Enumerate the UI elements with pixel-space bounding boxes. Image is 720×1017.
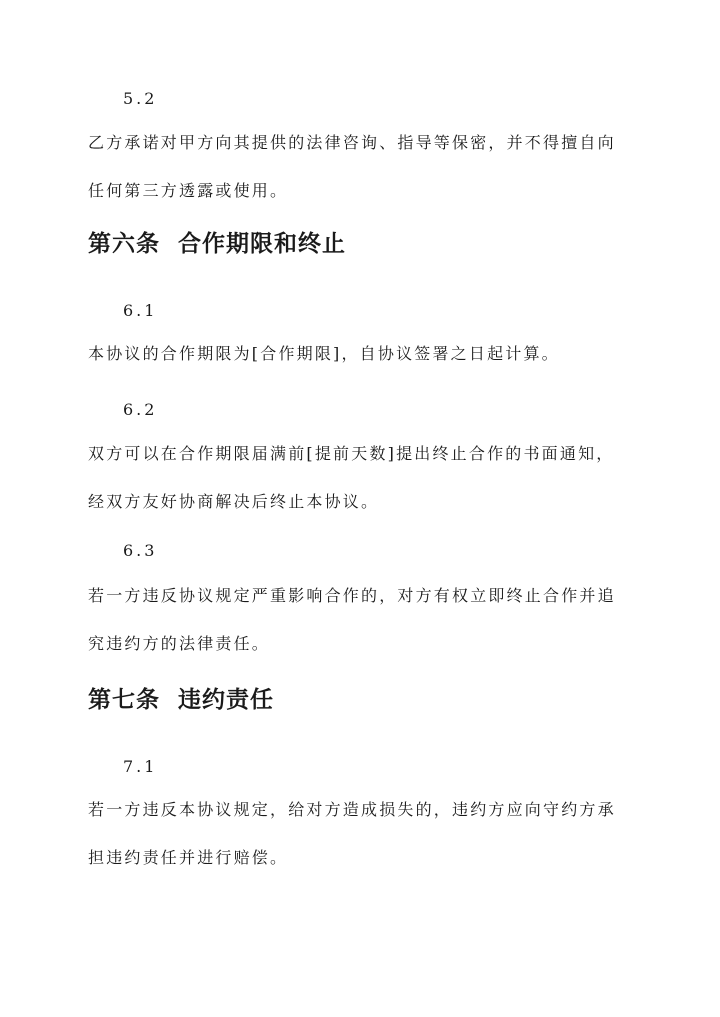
clause-text-6-2: [88, 430, 648, 526]
clause-number-6-2: 6.2: [123, 400, 158, 419]
clause-number-7-1: 7.1: [123, 757, 158, 776]
clause-line: 任何第三方透露或使用。: [88, 181, 289, 200]
clause-line: 双方可以在合作期限届满前[提前天数]提出终止合作的书面通知，: [88, 444, 615, 463]
clause-line: 究违约方的法律责任。: [88, 634, 271, 653]
clause-number-6-1: 6.1: [123, 301, 158, 320]
clause-line: 若一方违反协议规定严重影响合作的，对方有权立即终止合作并追: [88, 586, 616, 605]
clause-line: 若一方违反本协议规定，给对方造成损失的，违约方应向守约方承: [88, 800, 616, 819]
article-heading-6: 第六条 合作期限和终止: [88, 230, 347, 257]
clause-line: 担违约责任并进行赔偿。: [88, 848, 289, 867]
clause-line: 本协议的合作期限为[合作期限]，自协议签署之日起计算。: [88, 344, 560, 363]
clause-text-6-1: [88, 330, 648, 378]
article-heading-7: 第七条 违约责任: [88, 686, 275, 713]
clause-text-7-1: [88, 786, 648, 882]
clause-text-6-3: [88, 572, 648, 668]
clause-number-5-2: 5.2: [123, 89, 158, 108]
clause-text-5-2: [88, 119, 648, 215]
clause-line: 经双方友好协商解决后终止本协议。: [88, 492, 380, 511]
clause-number-6-3: 6.3: [123, 541, 158, 560]
clause-line: 乙方承诺对甲方向其提供的法律咨询、指导等保密，并不得擅自向: [88, 133, 616, 152]
